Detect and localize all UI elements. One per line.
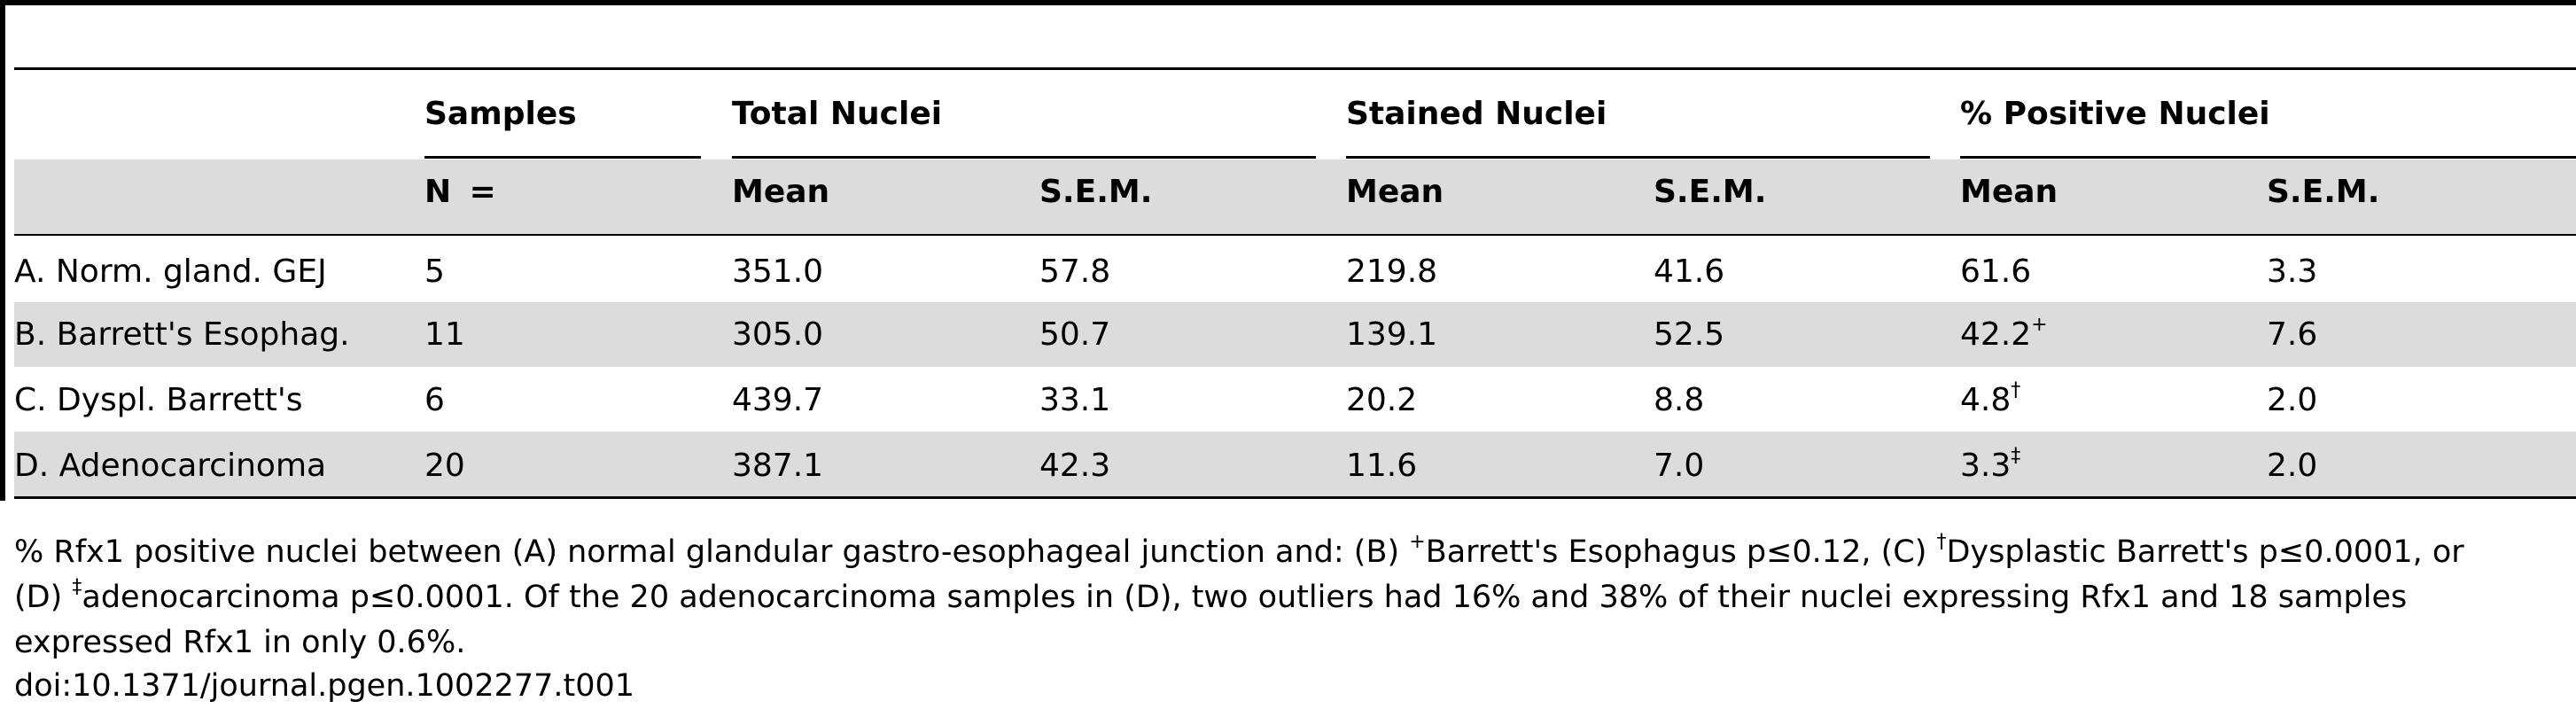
- footnote-line-3: expressed Rfx1 in only 0.6%.: [14, 625, 466, 660]
- subheader-positive-sem: S.E.M.: [2267, 174, 2380, 210]
- row-d-n: 20: [424, 448, 465, 484]
- subheader-total-sem: S.E.M.: [1039, 174, 1153, 210]
- footnote-text: Dysplastic Barrett's p≤0.0001, or: [1946, 534, 2464, 570]
- row-b-label: B. Barrett's Esophag.: [14, 316, 350, 353]
- row-c-positive-mark: †: [2011, 379, 2021, 401]
- row-d-positive-mean: [1960, 447, 2020, 486]
- row-b-positive-mean-value: 42.2: [1960, 316, 2032, 353]
- row-d-stained-mean: 11.6: [1346, 448, 1418, 484]
- row-b-positive-mark: +: [2031, 314, 2048, 336]
- subheader-stained-mean: Mean: [1346, 174, 1444, 210]
- header-samples: Samples: [424, 96, 577, 132]
- row-a-total-sem: 57.8: [1039, 253, 1111, 290]
- row-b-band: [14, 302, 2576, 367]
- row-b-stained-mean: 139.1: [1346, 316, 1438, 353]
- table-bottom-rule: [14, 496, 2576, 499]
- row-d-positive-sem: 2.0: [2267, 448, 2318, 484]
- footnote-text: Barrett's Esophagus p≤0.12, (C): [1425, 534, 1937, 570]
- total-nuclei-underline: [732, 156, 1316, 159]
- positive-nuclei-underline: [1960, 156, 2576, 159]
- row-c-stained-mean: 20.2: [1346, 382, 1418, 418]
- row-c-label: C. Dyspl. Barrett's: [14, 382, 303, 418]
- row-c-positive-sem: 2.0: [2267, 382, 2318, 418]
- header-stained-nuclei: Stained Nuclei: [1346, 96, 1607, 132]
- row-d-total-sem: 42.3: [1039, 448, 1111, 484]
- row-b-total-mean: 305.0: [732, 316, 824, 353]
- row-b-positive-mean: [1960, 316, 2048, 354]
- subheader-n: N =: [424, 174, 496, 210]
- row-a-n: 5: [424, 253, 445, 290]
- samples-underline: [424, 156, 701, 159]
- footnote-mark-plus: +: [1409, 531, 1426, 553]
- header-bottom-rule: [14, 234, 2576, 236]
- footnote-text: (D): [14, 580, 73, 615]
- subheader-positive-mean: Mean: [1960, 174, 2058, 210]
- footnote-line-1: [14, 533, 2464, 572]
- left-border: [0, 0, 5, 501]
- row-c-stained-sem: 8.8: [1654, 382, 1705, 418]
- footnote-line-2: [14, 578, 2407, 617]
- row-c-n: 6: [424, 382, 445, 418]
- footnote-mark-dagger: †: [1936, 531, 1947, 553]
- row-d-positive-mean-value: 3.3: [1960, 448, 2012, 484]
- row-d-band: [14, 432, 2576, 496]
- top-border: [0, 0, 2576, 5]
- header-positive-nuclei: % Positive Nuclei: [1960, 96, 2270, 132]
- row-c-total-sem: 33.1: [1039, 382, 1111, 418]
- row-a-stained-mean: 219.8: [1346, 253, 1438, 290]
- subheader-total-mean: Mean: [732, 174, 830, 210]
- row-b-positive-sem: 7.6: [2267, 316, 2318, 353]
- row-b-stained-sem: 52.5: [1654, 316, 1725, 353]
- row-d-label: D. Adenocarcinoma: [14, 448, 327, 484]
- row-c-total-mean: 439.7: [732, 382, 824, 418]
- footnote-text: % Rfx1 positive nuclei between (A) normal glandular gastro-esophageal junction and: (B): [14, 534, 1410, 570]
- row-b-n: 11: [424, 316, 465, 353]
- footnote-mark-double-dagger: ‡: [72, 576, 82, 598]
- row-a-stained-sem: 41.6: [1654, 253, 1725, 290]
- header-top-rule: [14, 67, 2576, 70]
- row-a-positive-mean: [1960, 253, 2031, 292]
- row-d-stained-sem: 7.0: [1654, 448, 1705, 484]
- row-b-total-sem: 50.7: [1039, 316, 1111, 353]
- row-c-positive-mean-value: 4.8: [1960, 382, 2012, 418]
- header-total-nuclei: Total Nuclei: [732, 96, 943, 132]
- footnote-text: adenocarcinoma p≤0.0001. Of the 20 adenocarcinoma samples in (D), two outliers had 16% and 38% of their nuclei expressing Rfx1 and 18 samples: [82, 580, 2408, 615]
- row-d-total-mean: 387.1: [732, 448, 824, 484]
- subheader-stained-sem: S.E.M.: [1654, 174, 1767, 210]
- subheader-band: [14, 160, 2576, 234]
- row-d-positive-mark: ‡: [2011, 445, 2021, 467]
- row-c-positive-mean: [1960, 381, 2020, 420]
- row-a-positive-mean-value: 61.6: [1960, 253, 2032, 290]
- row-a-label: A. Norm. gland. GEJ: [14, 253, 327, 290]
- doi-link[interactable]: doi:10.1371/journal.pgen.1002277.t001: [14, 668, 635, 704]
- row-a-total-mean: 351.0: [732, 253, 824, 290]
- row-a-positive-sem: 3.3: [2267, 253, 2318, 290]
- stained-nuclei-underline: [1346, 156, 1930, 159]
